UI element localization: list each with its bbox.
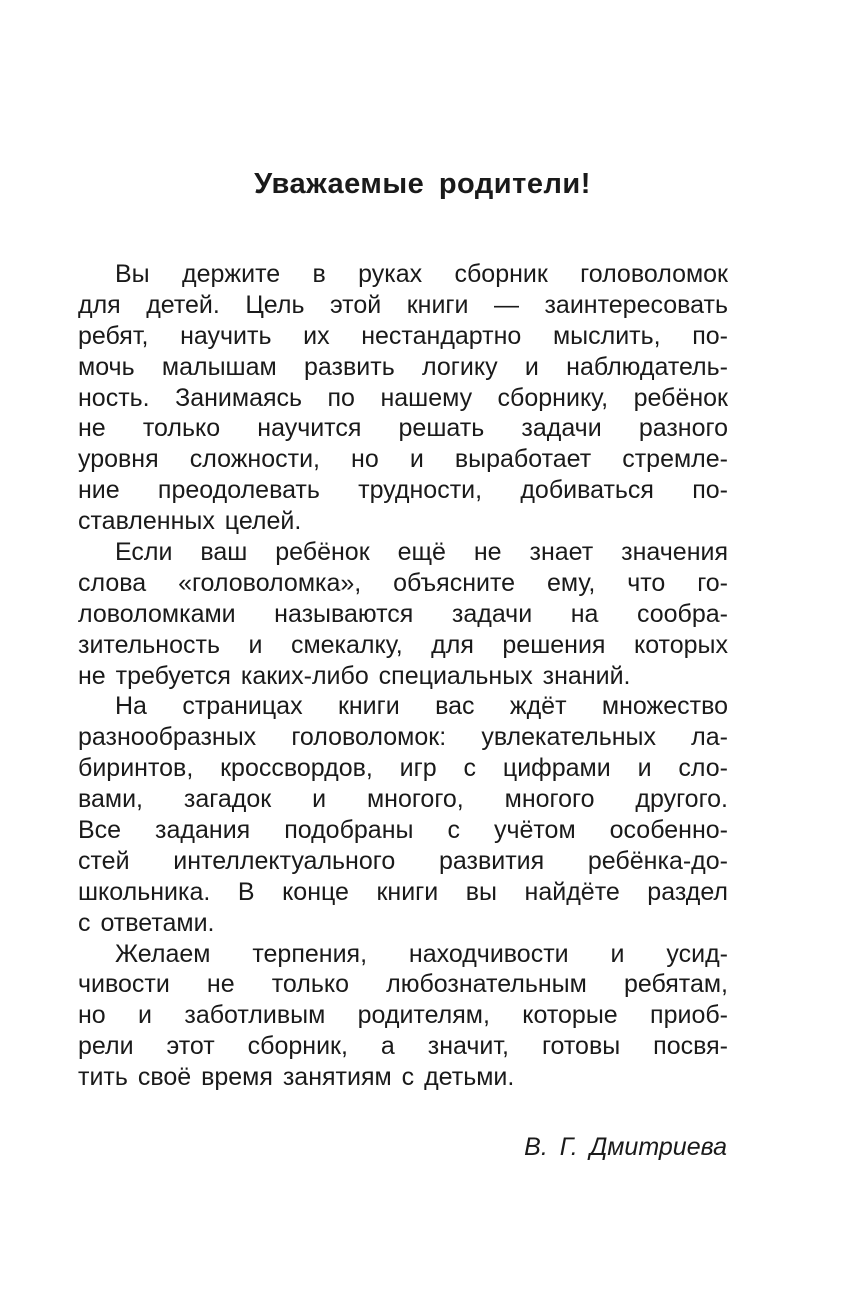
paragraph xyxy=(78,537,728,691)
paragraph xyxy=(78,691,728,938)
text-line: ловоломками называются задачи на сообра- xyxy=(78,599,728,628)
text-line: тить своё время занятиям с детьми. xyxy=(78,1063,515,1092)
text-line: зительность и смекалку, для решения которых xyxy=(78,630,728,659)
text-line: с ответами. xyxy=(78,908,215,937)
text-line: но и заботливым родителям, которые приоб- xyxy=(78,1001,728,1030)
text-line: ность. Занимаясь по нашему сборнику, ребёнок xyxy=(78,383,728,412)
text-line: уровня сложности, но и выработает стремле- xyxy=(78,445,728,474)
author-signature: В. Г. Дмитриева xyxy=(524,1133,727,1161)
body-text xyxy=(78,259,728,1093)
text-line: чивости не только любознательным ребятам, xyxy=(78,970,728,999)
text-line: ставленных целей. xyxy=(78,507,302,536)
text-line: вами, загадок и многого, многого другого. xyxy=(78,785,728,814)
text-line: Если ваш ребёнок ещё не знает значения xyxy=(115,538,728,567)
text-line: стей интеллектуального развития ребёнка-до- xyxy=(78,846,728,875)
text-line: Вы держите в руках сборник головоломок xyxy=(115,260,728,288)
text-line: ние преодолевать трудности, добиваться по- xyxy=(78,476,728,505)
text-line: Желаем терпения, находчивости и усид- xyxy=(115,939,728,968)
text-line: биринтов, кроссвордов, игр с цифрами и сло- xyxy=(78,754,728,783)
text-line: На страницах книги вас ждёт множество xyxy=(115,692,728,721)
text-line: ребят, научить их нестандартно мыслить, по- xyxy=(78,321,728,350)
paragraph xyxy=(78,939,728,1093)
text-line: школьника. В конце книги вы найдёте раздел xyxy=(78,877,728,906)
text-line: разнообразных головоломок: увлекательных ла- xyxy=(78,723,728,752)
text-line: слова «головоломка», объясните ему, что го- xyxy=(78,568,728,597)
text-line: Все задания подобраны с учётом особенно- xyxy=(78,816,728,845)
text-line: рели этот сборник, а значит, готовы посвя- xyxy=(78,1032,728,1061)
text-line: не требуется каких-либо специальных знаний. xyxy=(78,661,631,690)
text-line: для детей. Цель этой книги — заинтересовать xyxy=(78,290,728,319)
text-line: не только научится решать задачи разного xyxy=(78,414,728,443)
paragraph xyxy=(78,259,728,537)
text-line: мочь малышам развить логику и наблюдатель- xyxy=(78,352,728,381)
page-title: Уважаемые родители! xyxy=(254,168,591,200)
